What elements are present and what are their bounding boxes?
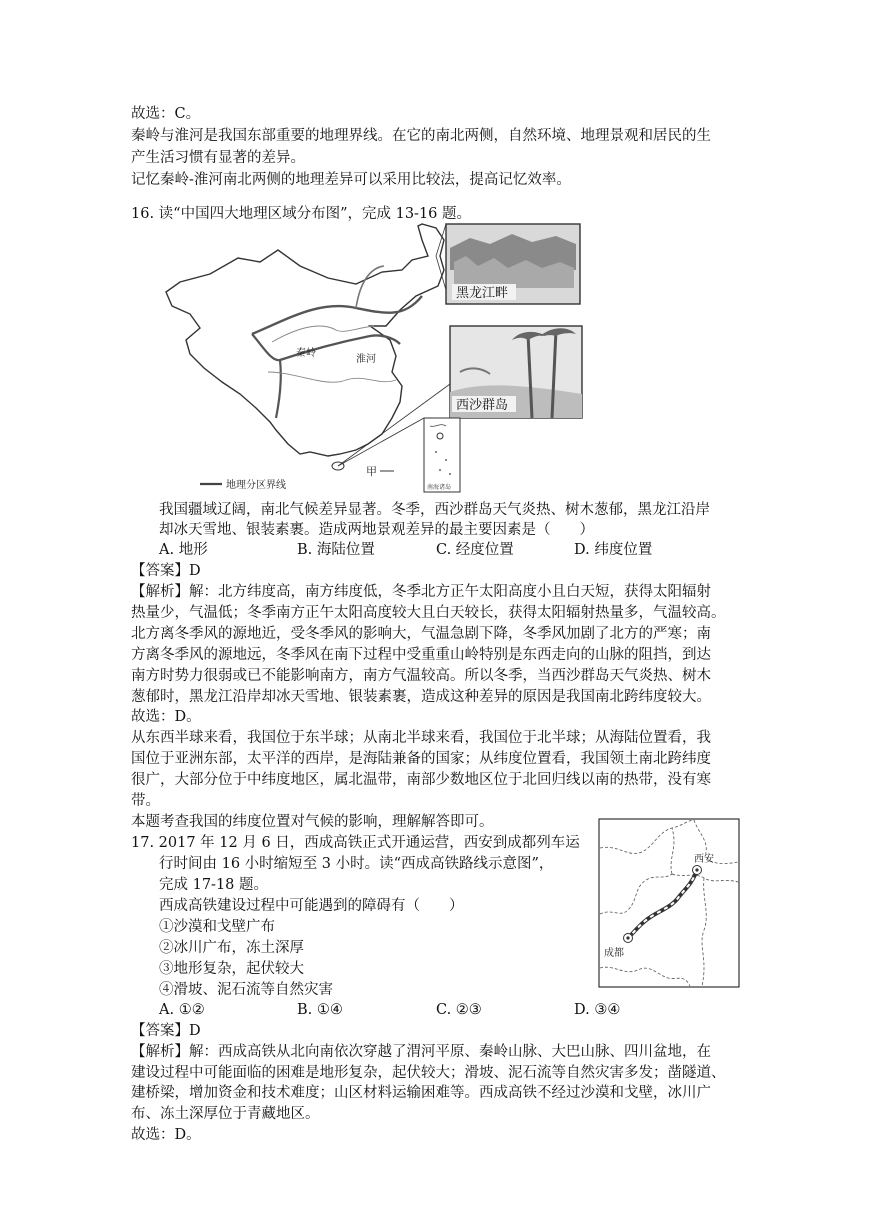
- q17-item: ③地形复杂，起伏较大: [159, 961, 304, 977]
- q16-analysis-line: 北方离冬季风的源地近，受冬季风的影响大，气温急剧下降，冬季风加剧了北方的严寒；南: [131, 626, 711, 642]
- q17-title-line: 行时间由 16 小时缩短至 3 小时。读“西成高铁路线示意图”，: [159, 856, 554, 872]
- prev-paragraph-line: 秦岭与淮河是我国东部重要的地理界线。在它的南北两侧，自然环境、地理景观和居民的生: [131, 128, 711, 144]
- jia-label: 甲: [366, 465, 377, 478]
- q16-analysis-line: 带。: [131, 793, 160, 809]
- q17-title-line: 17. 2017 年 12 月 6 日，西成高铁正式开通运营，西安到成都列车运: [131, 835, 580, 851]
- q16-analysis-line: 方离冬季风的源地远，冬季风在南下过程中受重重山岭特别是东西走向的山脉的阻挡，到达: [131, 647, 711, 663]
- q17-stem: 西成高铁建设过程中可能遇到的障碍有（ ）: [159, 898, 464, 914]
- q16-analysis-line: 本题考查我国的纬度位置对气候的影响，理解解答即可。: [131, 814, 494, 830]
- q16-option-c: C. 经度位置: [436, 542, 514, 558]
- q17-item: ①沙漠和戈壁广布: [159, 919, 275, 935]
- yangtze-river: [268, 372, 396, 382]
- q16-analysis-line: 很广，大部分位于中纬度地区，属北温带，南部少数地区位于北回归线以南的热带，没有寒: [131, 772, 711, 788]
- chengdu-label: 成都: [604, 948, 624, 959]
- xisha-photo: [450, 326, 582, 418]
- yellow-river: [272, 326, 374, 342]
- q17-analysis-line: 故选：D。: [131, 1127, 201, 1143]
- q16-answer: 【答案】D: [131, 563, 201, 579]
- q16-option-d: D. 纬度位置: [574, 542, 653, 558]
- q16-stem-line: 我国疆域辽阔，南北气候差异显著。冬季，西沙群岛天气炎热、树木葱郁，黑龙江沿岸: [159, 502, 710, 518]
- heilongjiang-photo: [446, 224, 580, 304]
- map-legend-text: 地理分区界线: [226, 480, 286, 491]
- q16-option-a: A. 地形: [159, 542, 208, 558]
- q17-option-a: A. ①②: [159, 1002, 205, 1018]
- q17-analysis-line: 建桥梁，增加资金和技术难度；山区材料运输困难等。西成高铁不经过沙漠和戈壁，冰川广: [131, 1085, 711, 1101]
- q16-option-b: B. 海陆位置: [297, 542, 375, 558]
- q17-analysis-line: 建设过程中可能面临的困难是地形复杂，起伏较大；滑坡、泥石流等自然灾害多发；凿隧道、: [131, 1065, 726, 1081]
- huaihe-label: 淮河: [356, 354, 376, 365]
- q16-analysis-line: 热量少，气温低；冬季南方正午太阳高度较大且白天较长，获得太阳辐射热量多，气温较高。: [131, 605, 726, 621]
- qinling-label: 秦岭: [296, 348, 316, 359]
- prev-paragraph-line: 产生活习惯有显著的差异。: [131, 150, 305, 166]
- south-china-sea-inset: [424, 418, 460, 492]
- china-outline: [166, 224, 444, 456]
- china-regions-map: [160, 222, 600, 498]
- q16-analysis-line: 葱郁时，黑龙江沿岸却冰天雪地、银装素裹，造成这种差异的原因是我国南北跨纬度较大。: [131, 689, 711, 705]
- q17-option-d: D. ③④: [574, 1002, 621, 1018]
- q16-stem-line: 却冰天雪地、银装素裹。造成两地景观差异的最主要因素是（ ）: [159, 522, 594, 538]
- q17-item: ②冰川广布，冻土深厚: [159, 940, 304, 956]
- q17-option-b: B. ①④: [297, 1002, 343, 1018]
- q16-title: 16. 读“中国四大地理区域分布图”，完成 13-16 题。: [131, 206, 472, 222]
- xian-label: 西安: [694, 854, 714, 865]
- q17-answer: 【答案】D: [131, 1023, 201, 1039]
- xicheng-railway-map: [598, 818, 740, 988]
- q16-analysis-line: 从东西半球来看，我国位于东半球；从南北半球来看，我国位于北半球；从海陆位置看，我: [131, 730, 711, 746]
- q17-title-line: 完成 17-18 题。: [159, 877, 269, 893]
- prev-paragraph-line: 记忆秦岭-淮河南北两侧的地理差异可以采用比较法，提高记忆效率。: [131, 172, 571, 188]
- q17-analysis-line: 布、冻土深厚位于青藏地区。: [131, 1106, 320, 1122]
- q16-analysis-line: 南方时势力很弱或已不能影响南方，南方气温较高。所以冬季，当西沙群岛天气炎热、树木: [131, 668, 711, 684]
- q16-analysis-line: 国位于亚洲东部，太平洋的西岸，是海陆兼备的国家；从纬度位置看，我国领土南北跨纬度: [131, 751, 711, 767]
- xisha-label: 西沙群岛: [456, 398, 509, 413]
- prev-answer-line: 故选：C。: [131, 106, 201, 122]
- q16-analysis-line: 【解析】解：北方纬度高，南方纬度低，冬季北方正午太阳高度小且白天短，获得太阳辐射: [131, 584, 711, 600]
- region-boundary-line: [252, 334, 281, 418]
- q16-analysis-line: 故选：D。: [131, 709, 201, 725]
- q17-item: ④滑坡、泥石流等自然灾害: [159, 982, 333, 998]
- inset-caption: 南海诸岛: [427, 484, 452, 491]
- heilongjiang-label: 黑龙江畔: [456, 286, 509, 301]
- q17-analysis-line: 【解析】解：西成高铁从北向南依次穿越了渭河平原、秦岭山脉、大巴山脉、四川盆地，在: [131, 1044, 711, 1060]
- q17-option-c: C. ②③: [436, 1002, 482, 1018]
